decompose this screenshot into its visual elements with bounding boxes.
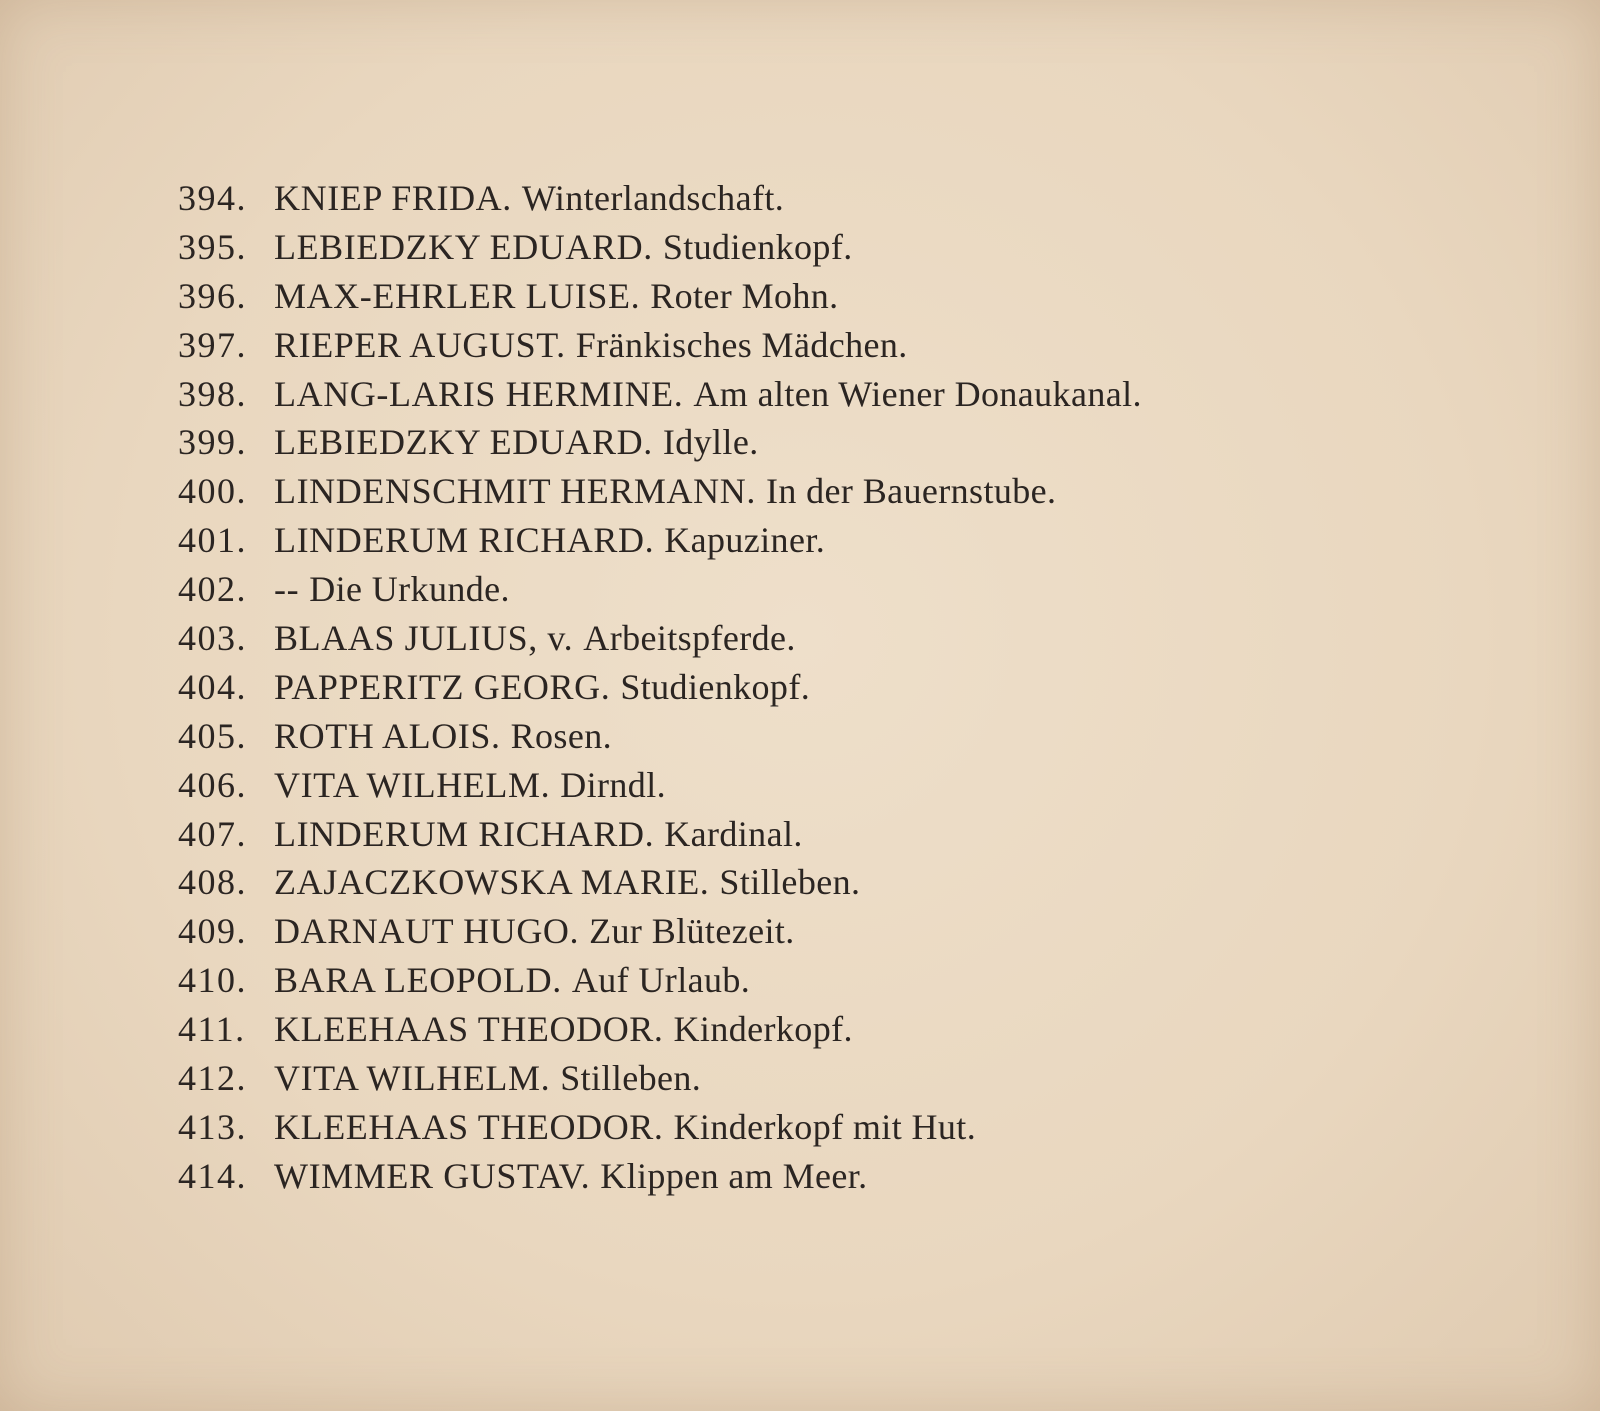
entry-number: 398. xyxy=(178,373,247,414)
entry-title: Die Urkunde. xyxy=(309,569,510,610)
entry-number: 401. xyxy=(178,520,247,561)
catalog-entry xyxy=(178,519,1142,568)
entry-number: 403. xyxy=(178,618,247,659)
entry-artist: RIEPER AUGUST. xyxy=(274,324,566,365)
entry-artist: LINDERUM RICHARD. xyxy=(274,813,655,854)
entry-artist: LEBIEDZKY EDUARD. xyxy=(274,226,653,267)
entry-number: 413. xyxy=(178,1106,247,1147)
entry-title: Zur Blütezeit. xyxy=(589,911,795,952)
catalog-entry xyxy=(178,568,1142,617)
catalog-list xyxy=(178,177,1142,1204)
entry-title: Auf Urlaub. xyxy=(571,960,751,1001)
entry-number: 408. xyxy=(178,862,247,903)
catalog-entry xyxy=(178,1106,1142,1155)
entry-number: 394. xyxy=(178,178,247,218)
catalog-entry xyxy=(178,275,1142,324)
entry-number: 409. xyxy=(178,911,247,952)
entry-artist: DARNAUT HUGO. xyxy=(274,911,580,952)
entry-number: 410. xyxy=(178,960,247,1001)
entry-number: 396. xyxy=(178,275,247,316)
entry-title: Winterlandschaft. xyxy=(521,178,785,218)
entry-artist: LINDERUM RICHARD. xyxy=(274,520,655,561)
catalog-entry xyxy=(178,421,1142,470)
entry-title: Studienkopf. xyxy=(662,226,853,267)
catalog-entry xyxy=(178,1057,1142,1106)
catalog-entry xyxy=(178,1155,1142,1204)
entry-artist: LANG-LARIS HERMINE. xyxy=(274,373,684,414)
catalog-entry xyxy=(178,177,1142,226)
entry-artist: BARA LEOPOLD. xyxy=(274,960,562,1001)
entry-number: 399. xyxy=(178,422,247,463)
entry-artist: WIMMER GUSTAV. xyxy=(274,1155,591,1196)
entry-title: Idylle. xyxy=(662,422,759,463)
entry-title: Klippen am Meer. xyxy=(600,1155,868,1196)
catalog-entry xyxy=(178,861,1142,910)
entry-title: Kinderkopf. xyxy=(673,1009,853,1050)
catalog-entry xyxy=(178,666,1142,715)
entry-artist: KNIEP FRIDA. xyxy=(274,178,512,218)
entry-artist: VITA WILHELM. xyxy=(274,1058,551,1099)
entry-number: 406. xyxy=(178,764,247,805)
entry-number: 412. xyxy=(178,1058,247,1099)
entry-artist: LEBIEDZKY EDUARD. xyxy=(274,422,653,463)
entry-title: Kinderkopf mit Hut. xyxy=(673,1106,977,1147)
entry-number: 405. xyxy=(178,715,247,756)
entry-artist: KLEEHAAS THEODOR. xyxy=(274,1009,664,1050)
entry-title: Arbeitspferde. xyxy=(583,618,796,659)
entry-title: Rosen. xyxy=(510,715,613,756)
catalog-entry xyxy=(178,226,1142,275)
entry-artist: PAPPERITZ GEORG. xyxy=(274,666,611,707)
entry-number: 400. xyxy=(178,471,247,512)
entry-title: Roter Mohn. xyxy=(650,275,839,316)
entry-title: Am alten Wiener Donaukanal. xyxy=(693,373,1142,414)
entry-artist: VITA WILHELM. xyxy=(274,764,551,805)
entry-title: Kapuziner. xyxy=(664,520,826,561)
entry-title: Dirndl. xyxy=(560,764,666,805)
entry-title: In der Bauernstube. xyxy=(765,471,1057,512)
catalog-entry xyxy=(178,1008,1142,1057)
entry-number: 397. xyxy=(178,324,247,365)
entry-number: 411. xyxy=(178,1009,246,1050)
entry-number: 407. xyxy=(178,813,247,854)
catalog-entry xyxy=(178,324,1142,373)
catalog-entry xyxy=(178,813,1142,862)
entry-number: 414. xyxy=(178,1155,247,1196)
catalog-entry xyxy=(178,373,1142,422)
entry-title: Studienkopf. xyxy=(620,666,811,707)
entry-artist: KLEEHAAS THEODOR. xyxy=(274,1106,664,1147)
entry-title: Stilleben. xyxy=(560,1058,702,1099)
entry-number: 395. xyxy=(178,226,247,267)
catalog-entry xyxy=(178,470,1142,519)
entry-title: Kardinal. xyxy=(664,813,803,854)
entry-artist: LINDENSCHMIT HERMANN. xyxy=(274,471,756,512)
catalog-entry xyxy=(178,617,1142,666)
entry-artist: MAX-EHRLER LUISE. xyxy=(274,275,641,316)
entry-artist: -- xyxy=(274,569,300,610)
catalog-entry xyxy=(178,764,1142,813)
entry-title: Fränkisches Mädchen. xyxy=(575,324,908,365)
entry-title: Stilleben. xyxy=(719,862,861,903)
catalog-entry xyxy=(178,910,1142,959)
entry-number: 402. xyxy=(178,569,247,610)
entry-number: 404. xyxy=(178,666,247,707)
catalog-entry xyxy=(178,959,1142,1008)
catalog-entry xyxy=(178,715,1142,764)
entry-artist: ROTH ALOIS. xyxy=(274,715,501,756)
entry-artist: BLAAS JULIUS, v. xyxy=(274,618,574,659)
entry-artist: ZAJACZKOWSKA MARIE. xyxy=(274,862,710,903)
